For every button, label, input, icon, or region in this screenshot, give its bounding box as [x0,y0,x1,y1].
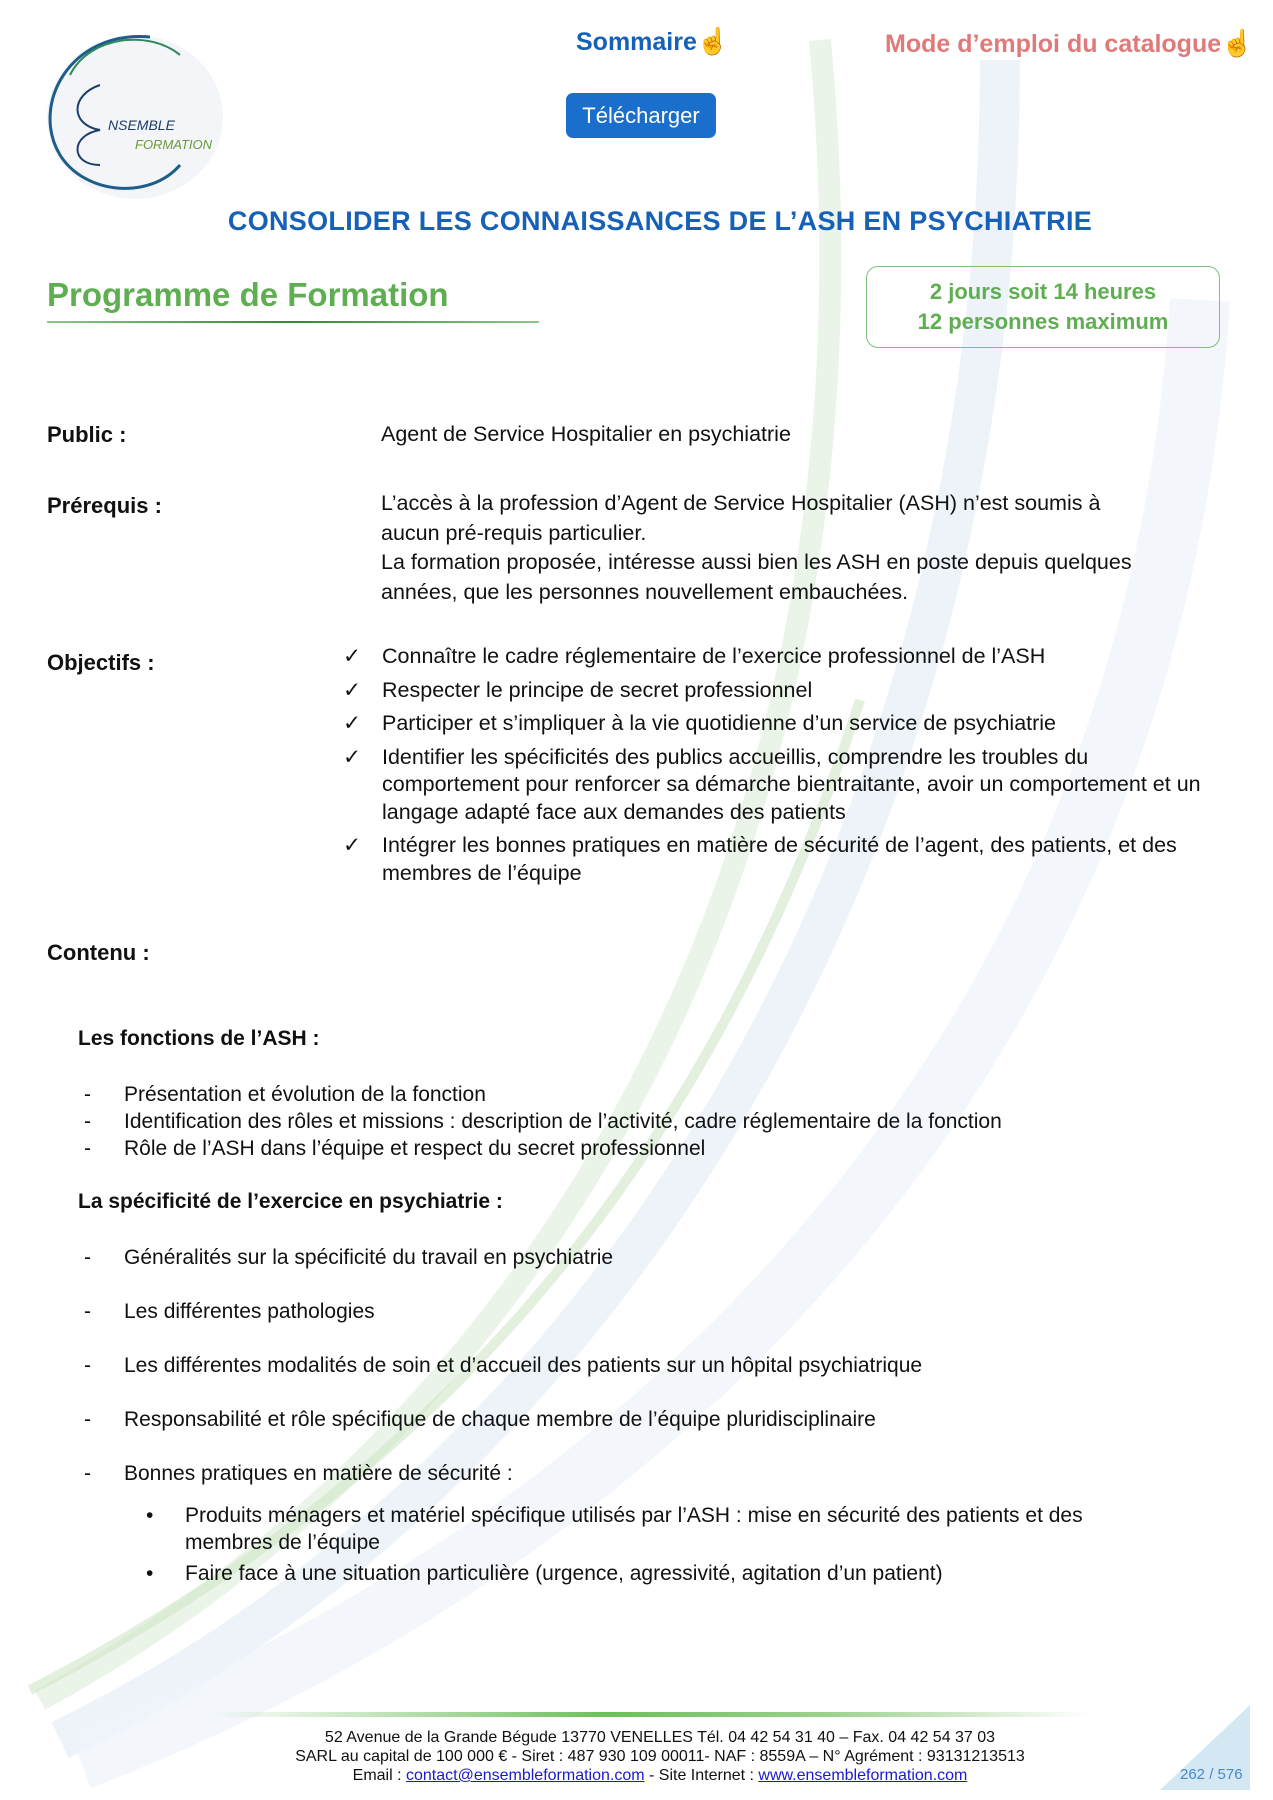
dash-marker: - [84,1110,91,1133]
page-title: CONSOLIDER LES CONNAISSANCES DE L’ASH EN PSYCHIATRIE [227,206,1093,236]
public-label: Public : [47,422,127,447]
dash-marker: - [84,1354,91,1377]
footer-address: 52 Avenue de la Grande Bégude 13770 VENELLES Tél. 04 42 54 31 40 – Fax. 04 42 54 37 03 [324,1729,996,1746]
objectif-text: Intégrer les bonnes pratiques en matière de sécurité de l’agent, des patients, et des membres de l’équipe [382,833,1177,885]
hand-pointer-icon: ☝ [696,26,730,56]
sommaire-link[interactable] [576,26,729,57]
objectif-text: Identifier les spécificités des publics accueillis, comprendre les troubles du comportement pour renforcer sa démarche bientraitante, avoir un comportement et un langage adapté face aux demandes des patients [382,744,1201,824]
list-item [84,1352,922,1379]
list-item-text: Bonnes pratiques en matière de sécurité : [124,1462,513,1485]
objectif-text: Connaître le cadre réglementaire de l’exercice professionnel de l’ASH [382,644,1046,668]
hand-pointer-icon: ☝ [1221,28,1254,58]
section2-list [84,1244,922,1487]
objectifs-label: Objectifs : [47,650,155,675]
mode-emploi-label: Mode d’emploi du catalogue [885,30,1222,58]
checkmark-icon: ✓ [343,644,362,668]
dash-marker: - [84,1462,91,1485]
section-title: Les fonctions de l’ASH : [78,1027,320,1050]
list-item-text: Présentation et évolution de la fonction [124,1083,486,1106]
prerequis-line: La formation proposée, intéresse aussi bien les ASH en poste depuis quelques [381,550,1132,574]
dash-marker: - [84,1246,91,1269]
prerequis-text [381,489,1132,607]
objectif-text: Participer et s’impliquer à la vie quotidienne d’un service de psychiatrie [382,711,1057,735]
list-item [84,1081,1002,1108]
bullet-list [146,1502,1136,1587]
list-item [84,1298,922,1325]
logo [30,25,230,203]
capacity-text: 12 personnes maximum [917,309,1169,334]
objectif-item [343,832,1223,887]
footer-contact [0,1767,1273,1785]
prerequis-line: L’accès à la profession d’Agent de Service Hospitalier (ASH) n’est soumis à [381,491,1101,515]
website-link[interactable]: www.ensembleformation.com [758,1767,968,1784]
mode-emploi-link[interactable] [885,28,1254,59]
objectif-item [343,710,1223,738]
bullet-marker: • [146,1504,154,1527]
objectifs-list [343,643,1223,887]
list-item-text: Les différentes modalités de soin et d’accueil des patients sur un hôpital psychiatrique [124,1354,923,1377]
bullet-item [146,1502,1136,1556]
checkmark-icon: ✓ [343,677,362,702]
programme-heading: Programme de Formation [47,276,449,313]
dash-marker: - [84,1408,91,1431]
site-label: - Site Internet : [644,1767,759,1784]
list-item [84,1108,1002,1135]
logo-text-ensemble: NSEMBLE [108,117,175,133]
duration-text: 2 jours soit 14 heures [929,279,1157,304]
checkmark-icon: ✓ [343,833,362,857]
email-link[interactable]: contact@ensembleformation.com [405,1767,645,1784]
footer-divider [210,1712,1090,1717]
sommaire-label: Sommaire [576,28,697,56]
prerequis-line: aucun pré-requis particulier. [381,520,647,545]
dash-marker: - [84,1137,91,1160]
contenu-label: Contenu : [47,940,150,965]
bullet-text: Faire face à une situation particulière (urgence, agressivité, agitation d’un patient) [185,1562,943,1585]
objectif-item [343,744,1223,827]
prerequis-line: années, que les personnes nouvellement embauchées. [381,579,909,604]
heading-underline [47,321,539,323]
list-item [84,1135,1002,1162]
email-label: Email : [352,1767,406,1784]
list-item-text: Généralités sur la spécificité du travail en psychiatrie [124,1246,614,1269]
list-item [84,1406,922,1433]
list-item-text: Identification des rôles et missions : description de l’activité, cadre réglementaire de la fonction [124,1110,1002,1133]
page-number: 262 / 576 [1180,1766,1243,1783]
footer-company: SARL au capital de 100 000 € - Siret : 487 930 109 00011- NAF : 8559A – N° Agrément : 93131213513 [295,1748,1025,1765]
dash-marker: - [84,1300,91,1323]
dash-marker: - [84,1083,91,1106]
info-box [866,266,1220,348]
objectif-item [343,643,1223,671]
section1-list [84,1081,1002,1162]
bullet-item [146,1560,1136,1587]
checkmark-icon: ✓ [343,744,362,769]
section-title: La spécificité de l’exercice en psychiatrie : [78,1190,503,1213]
public-value: Agent de Service Hospitalier en psychiatrie [381,422,791,446]
list-item [84,1460,922,1487]
list-item-text: Responsabilité et rôle spécifique de chaque membre de l’équipe pluridisciplinaire [124,1408,876,1431]
objectif-text: Respecter le principe de secret professionnel [382,677,813,702]
checkmark-icon: ✓ [343,711,362,735]
logo-text-formation: FORMATION [135,137,213,152]
objectif-item [343,677,1223,705]
list-item-text: Les différentes pathologies [124,1300,375,1323]
bullet-text: Produits ménagers et matériel spécifique utilisés par l’ASH : mise en sécurité des patients et des membres de l’équipe [185,1504,1083,1554]
prerequis-label: Prérequis : [47,493,162,518]
list-item [84,1244,922,1271]
bullet-marker: • [146,1562,154,1585]
list-item-text: Rôle de l’ASH dans l’équipe et respect du secret professionnel [124,1137,706,1160]
download-button[interactable]: Télécharger [566,93,716,138]
